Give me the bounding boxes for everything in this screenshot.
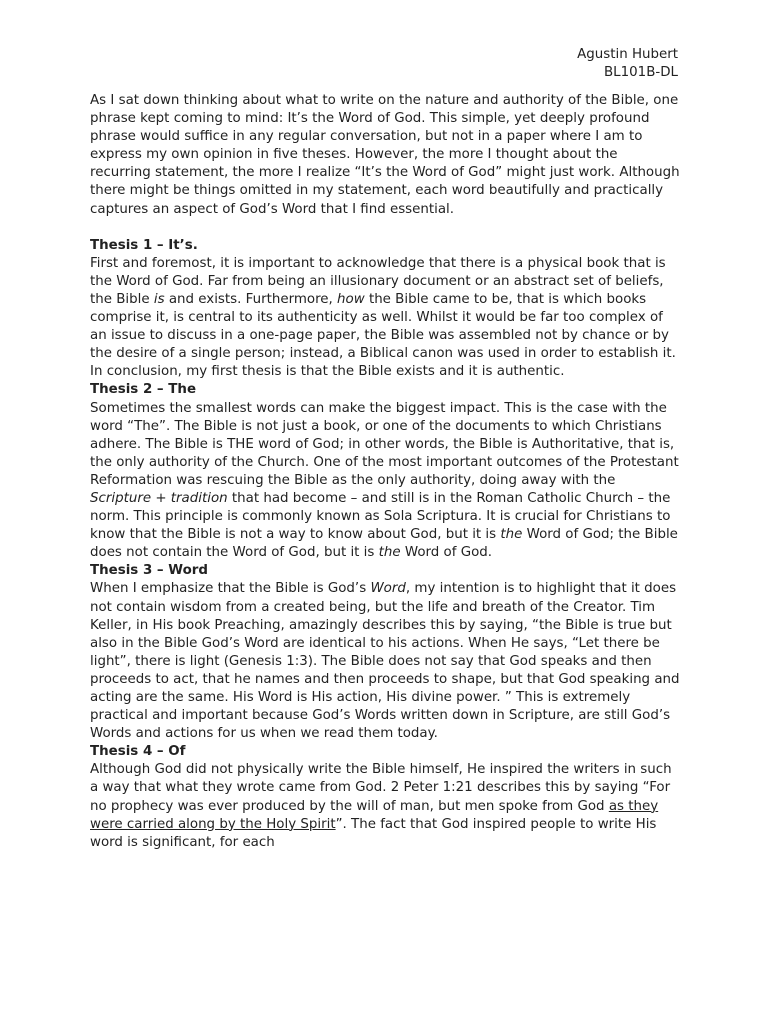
thesis-1-section: [90, 237, 680, 382]
thesis-1-heading: Thesis 1 – It’s.: [90, 237, 198, 253]
text-run: Word of God.: [400, 545, 493, 561]
thesis-3-heading: Thesis 3 – Word: [90, 563, 208, 579]
emphasis-text: the: [378, 545, 401, 561]
thesis-2-heading: Thesis 2 – The: [90, 382, 197, 398]
emphasis-text: how: [337, 291, 365, 307]
text-run: Sometimes the smallest words can make the biggest impact. This is the case with the word “The”. The Bible is not just a book, or one of the documents to which Christians adhere. The Bible is THE word of God; in other words, the Bible is Authoritative, that is, the only authority of the Church. One of the most important outcomes of the Protestant Reformation was rescuing the Bible as the only authority, doing away with the: [90, 400, 679, 488]
course-code: BL101B-DL: [604, 65, 678, 80]
text-run: When I emphasize that the Bible is God’s: [90, 581, 371, 597]
thesis-4-section: [90, 743, 680, 852]
thesis-4-body: [90, 761, 680, 851]
author-name: Agustin Hubert: [577, 47, 678, 62]
intro-paragraph: As I sat down thinking about what to write on the nature and authority of the Bible, one phrase kept coming to mind: It’s the Word of God. This simple, yet deeply profound phrase would suffice in any regular conversation, but not in a paper where I am to express my own opinion in five theses. However, the more I thought about the recurring statement, the more I realize “It’s the Word of God” might just work. Although there might be things omitted in my statement, each word beautifully and practically captures an aspect of God’s Word that I find essential.: [90, 93, 680, 217]
text-run: First and foremost, it is important to acknowledge that there is a physical book that is the Word of God. Far from being an illusionary document or an abstract set of beliefs, the Bible: [90, 255, 666, 307]
thesis-1-body: [90, 255, 680, 382]
thesis-3-body: [90, 580, 680, 743]
emphasis-text: is: [153, 291, 165, 307]
text-run: , my intention is to highlight that it does not contain wisdom from a created being, but the life and breath of the Creator. Tim Keller, in His book Preaching, amazingly describes this by saying, “the Bible is true but also in the Bible God’s Word are identical to his actions. When He says, “Let there be light”, there is light (Genesis 1:3). The Bible does not say that God speaks and then proceeds to act, that he names and then proceeds to shape, but that God speaking and acting are the same. His Word is His action, His divine power. ” This is extremely practical and important because God’s Words written down in Scripture, are still God’s Words and actions for us when we read them today.: [90, 581, 680, 742]
emphasis-text: Scripture + tradition: [90, 490, 228, 506]
emphasis-text: the: [500, 527, 523, 543]
thesis-4-heading: Thesis 4 – Of: [90, 744, 186, 760]
text-run: Word of God; the Bible does not contain the Word of God, but it is: [90, 527, 678, 561]
underlined-quote: as they were carried along by the Holy Spirit: [90, 798, 659, 832]
text-run: Although God did not physically write the Bible himself, He inspired the writers in such a way that what they wrote came from God. 2 Peter 1:21 describes this by saying “For no prophecy was ever produced by the will of man, but men spoke from God: [90, 762, 672, 814]
thesis-2-section: [90, 381, 680, 562]
text-run: the Bible came to be, that is which books comprise it, is central to its authenticity as well. Whilst it would be far too complex of an issue to discuss in a one-page paper, the Bible was assembled not by chance or by the desire of a single person; instead, a Biblical canon was used in order to establish it. In conclusion, my first thesis is that the Bible exists and it is authentic.: [90, 291, 676, 380]
text-run: and exists. Furthermore,: [164, 291, 338, 307]
text-run: ”. The fact that God inspired people to write His word is significant, for each: [90, 816, 657, 850]
text-run: that had become – and still is in the Roman Catholic Church – the norm. This principle is commonly known as Sola Scriptura. It is crucial for Christians to know that the Bible is not a way to know about God, but it is: [90, 490, 671, 543]
header-block: [90, 46, 678, 82]
thesis-3-section: [90, 562, 680, 743]
document-page: [90, 46, 680, 852]
thesis-2-body: [90, 400, 680, 563]
emphasis-text: Word: [370, 581, 406, 597]
